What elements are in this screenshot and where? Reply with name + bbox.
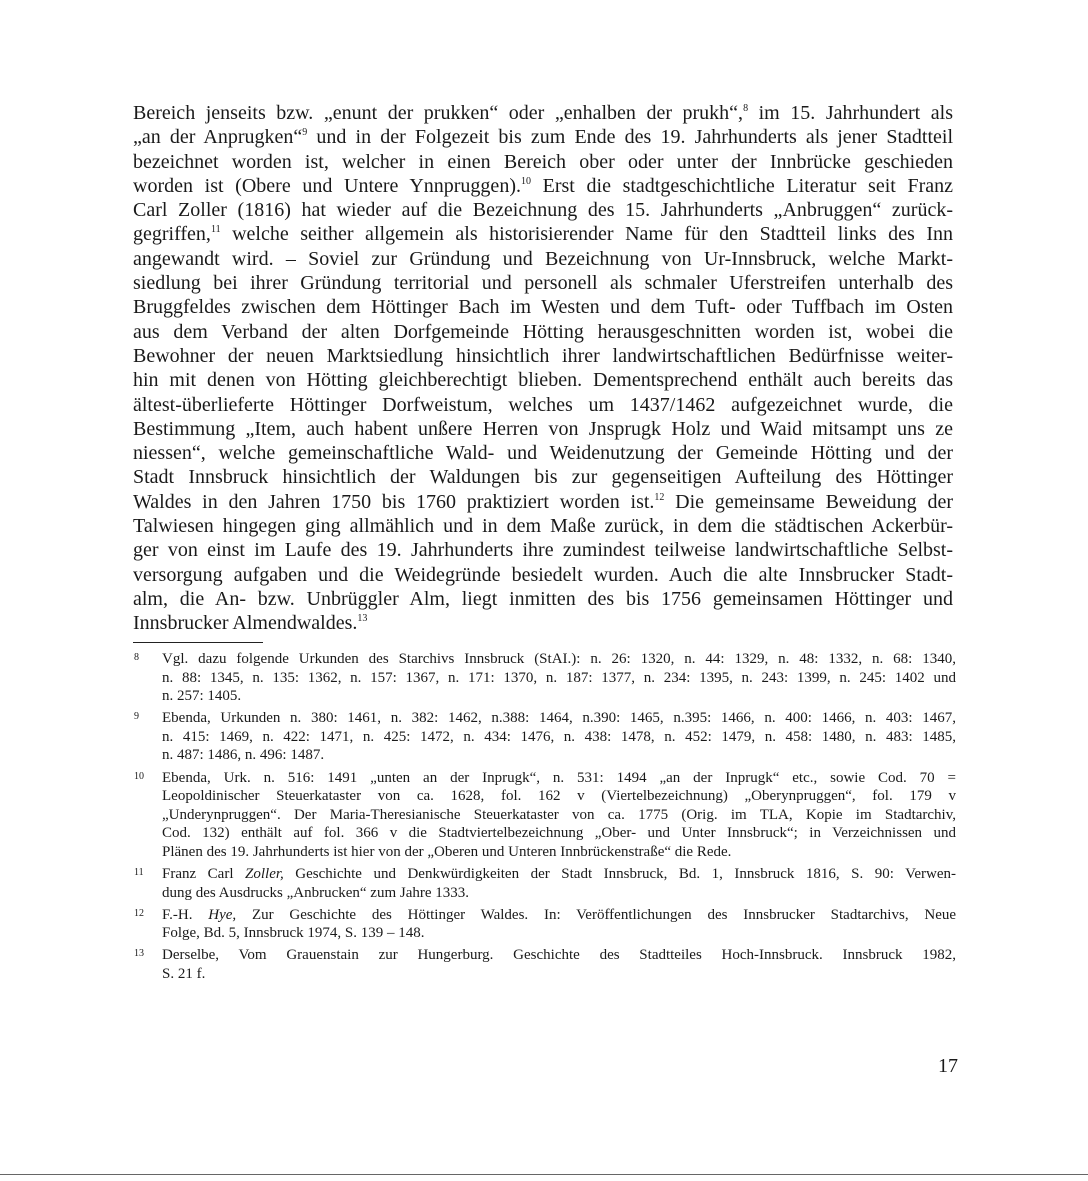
body-line [133, 514, 953, 538]
text-run: Bruggfeldes zwischen dem Höttinger Bach im Westen und dem Tuft- oder Tuffbach im Osten [133, 296, 953, 319]
footnote-number: 11 [134, 867, 144, 879]
text-run: n. 415: 1469, n. 422: 1471, n. 425: 1472, n. 434: 1476, n. 438: 1478, n. 452: 1479, n. 458: 1480, n. 483: 1485, [162, 728, 956, 745]
body-line [133, 393, 953, 417]
footnote-line [162, 946, 956, 965]
text-run: Cod. 132) enthält auf fol. 366 v die Stadtviertelbezeichnung „Ober- und Unter Innsbruck“; in Verzeichnissen und [162, 825, 956, 842]
footnote-line [162, 650, 956, 669]
text-run: n. 88: 1345, n. 135: 1362, n. 157: 1367, n. 171: 1370, n. 187: 1377, n. 234: 1395, n. 243: 1399, n. 245: 1402 und [162, 669, 956, 686]
footnote [133, 709, 956, 765]
body-line [133, 295, 953, 319]
body-line [133, 344, 953, 368]
footnote-number: 12 [134, 907, 144, 919]
text-run: Stadt Innsbruck hinsichtlich der Waldungen bis zur gegenseitigen Aufteilung des Höttinger [133, 466, 953, 489]
text-run: Die gemeinsame Beweidung der [664, 490, 953, 513]
text-run: Franz Carl [162, 866, 246, 883]
body-line [133, 368, 953, 392]
footnote-line [162, 687, 956, 706]
text-run: Derselbe, Vom Grauenstain zur Hungerburg. Geschichte des Stadtteiles Hoch-Innsbruck. Innsbruck 1982, [162, 947, 956, 964]
text-run: Erst die stadtgeschichtliche Literatur seit Franz [530, 174, 953, 197]
footnote-line [162, 824, 956, 843]
text-run: bezeichnet worden ist, welcher in einen Bereich ober oder unter der Innbrücke geschieden [133, 150, 953, 173]
text-run: Vgl. dazu folgende Urkunden des Starchivs Innsbruck (StAI.): n. 26: 1320, n. 44: 1329, n. 48: 1332, n. 68: 1340, [162, 651, 956, 667]
footnote-line [162, 884, 956, 903]
text-run: Ebenda, Urkunden n. 380: 1461, n. 382: 1462, n.388: 1464, n.390: 1465, n.395: 1466, n. 400: 1466, n. 403: 1467, [162, 710, 956, 727]
text-run: welche seither allgemein als historisierender Name für den Stadtteil links des Inn [220, 223, 953, 246]
body-line [133, 125, 953, 149]
text-run: niessen“, welche gemeinschaftliche Wald- und Weidenutzung der Gemeinde Hötting und der [133, 442, 953, 465]
footnote-number: 13 [134, 948, 144, 960]
text-run: „an der Anprugken“ [133, 126, 303, 149]
author-name: Hye, [208, 906, 237, 923]
text-run: hin mit denen von Hötting gleichberechtigt blieben. Dementsprechend enthält auch bereits das [133, 369, 953, 392]
footnote-reference: 12 [654, 491, 665, 503]
body-line [133, 198, 953, 222]
body-line [133, 247, 953, 271]
footnote-line [162, 806, 956, 825]
text-run: angewandt wird. – Soviel zur Gründung und Bezeichnung von Ur-Innsbruck, welche Markt- [133, 247, 953, 270]
body-line [133, 320, 953, 344]
body-line [133, 611, 953, 635]
footnote-line [162, 669, 956, 688]
body-line [133, 490, 953, 514]
footnote-line [162, 965, 956, 984]
page-bottom-edge [0, 1174, 1088, 1175]
footnote [133, 865, 956, 902]
text-run: Folge, Bd. 5, Innsbruck 1974, S. 139 – 148. [162, 925, 425, 942]
body-line [133, 174, 953, 198]
footnote-line [162, 728, 956, 747]
footnote-reference: 11 [210, 224, 221, 236]
text-run: Innsbrucker Almendwaldes. [133, 612, 358, 635]
body-line [133, 101, 953, 125]
footnote-line [162, 924, 956, 943]
footnote-line [162, 843, 956, 862]
text-run: Zur Geschichte des Höttinger Waldes. In: Veröffentlichungen des Innsbrucker Stadtarchivs, Neue [236, 906, 957, 923]
text-run: Carl Zoller (1816) hat wieder auf die Bezeichnung des 15. Jahrhunderts „Anbruggen“ zurück- [133, 199, 953, 222]
text-run: dung des Ausdrucks „Anbrucken“ zum Jahre 1333. [162, 884, 470, 901]
text-run: versorgung aufgaben und die Weidegründe besiedelt wurden. Auch die alte Innsbrucker Stadt- [133, 563, 953, 586]
text-run: n. 487: 1486, n. 496: 1487. [162, 747, 325, 764]
text-run: Waldes in den Jahren 1750 bis 1760 praktiziert worden ist. [133, 490, 655, 513]
text-run: Bewohner der neuen Marktsiedlung hinsichtlich ihrer landwirtschaftlichen Bedürfnisse weiter- [133, 344, 953, 367]
body-line [133, 441, 953, 465]
footnote [133, 769, 956, 862]
text-run: Leopoldinischer Steuerkataster von ca. 1628, fol. 162 v (Viertelbezeichnung) „Oberynpruggen“, fol. 179 v [162, 788, 956, 805]
footnote [133, 906, 956, 943]
text-run: siedlung bei ihrer Gründung territorial und personell als schmaler Uferstreifen unterhalb des [133, 272, 953, 295]
footnote-number: 8 [134, 652, 139, 663]
text-run: gegriffen, [133, 223, 211, 246]
footnote-reference: 9 [302, 127, 308, 139]
body-line [133, 222, 953, 246]
text-run: Bestimmung „Item, auch habent unßere Herren von Jnsprugk Holz und Waid mitsampt uns ze [133, 417, 953, 440]
text-run: Talwiesen hingegen ging allmählich und in dem Maße zurück, in dem die städtischen Ackerbür- [133, 515, 953, 538]
text-run: Bereich jenseits bzw. „enunt der prukken“ oder „enhalben der prukh“, [133, 102, 744, 124]
footnote-line [162, 865, 956, 884]
footnote-line [162, 906, 956, 925]
footnote-separator [133, 642, 263, 643]
text-run: Geschichte und Denkwürdigkeiten der Stadt Innsbruck, Bd. 1, Innsbruck 1816, S. 90: Verwen- [283, 866, 956, 883]
body-line [133, 271, 953, 295]
footnote-reference: 10 [520, 175, 531, 187]
body-text [133, 101, 953, 636]
text-run: alm, die An- bzw. Unbrüggler Alm, liegt inmitten des bis 1756 gemeinsamen Höttinger und [133, 587, 953, 610]
body-line [133, 587, 953, 611]
text-run: worden ist (Obere und Untere Ynnpruggen). [133, 174, 521, 197]
body-line [133, 538, 953, 562]
text-run: Plänen des 19. Jahrhunderts ist hier von der „Oberen und Unteren Innbrückenstraße“ die Rede. [162, 843, 732, 860]
footnote-line [162, 787, 956, 806]
footnote-line [162, 769, 956, 788]
text-run: ältest-überlieferte Höttinger Dorfweistum, welches um 1437/1462 aufgezeichnet wurde, die [133, 393, 953, 416]
text-run: Ebenda, Urk. n. 516: 1491 „unten an der Inprugk“, n. 531: 1494 „an der Inprugk“ etc., sowie Cod. 70 = [162, 769, 956, 786]
page-number: 17 [938, 1055, 958, 1077]
body-line [133, 417, 953, 441]
text-run: aus dem Verband der alten Dorfgemeinde Hötting herausgeschnitten worden ist, wobei die [133, 320, 953, 343]
body-line [133, 150, 953, 174]
text-run: und in der Folgezeit bis zum Ende des 19. Jahrhunderts als jener Stadtteil [307, 126, 953, 149]
text-run: F.-H. [162, 906, 209, 923]
text-run: S. 21 f. [162, 966, 206, 982]
footnote [133, 650, 956, 706]
footnote-number: 9 [134, 711, 139, 723]
body-line [133, 465, 953, 489]
footnotes [133, 650, 956, 987]
body-line [133, 563, 953, 587]
footnote-line [162, 746, 956, 765]
footnote-reference: 13 [357, 613, 368, 625]
author-name: Zoller, [245, 866, 284, 883]
text-run: im 15. Jahrhundert als [748, 102, 953, 124]
text-run: „Underynpruggen“. Der Maria-Theresianische Steuerkataster von ca. 1775 (Orig. im TLA, Kopie im Stadtarchiv, [162, 806, 956, 823]
footnote-number: 10 [134, 770, 144, 782]
text-run: ger von einst im Laufe des 19. Jahrhunderts ihre zumindest teilweise landwirtschaftliche Selbst- [133, 539, 953, 562]
text-run: n. 257: 1405. [162, 688, 242, 705]
footnote-line [162, 709, 956, 728]
footnote-reference: 8 [743, 103, 749, 114]
footnote [133, 946, 956, 983]
